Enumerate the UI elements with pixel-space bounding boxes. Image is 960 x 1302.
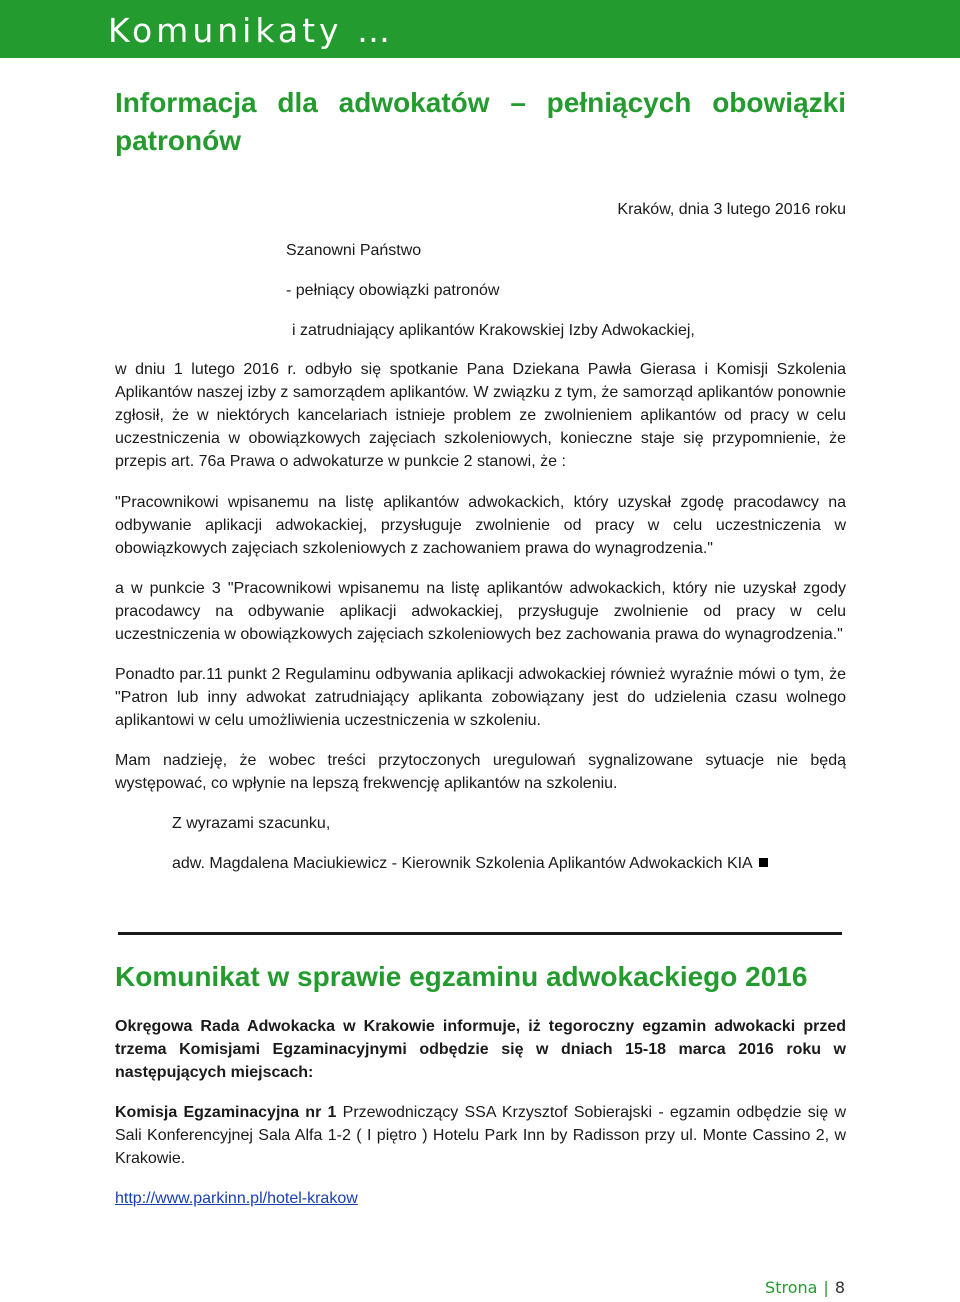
- link-line: [115, 1187, 846, 1210]
- section-divider: [118, 932, 842, 935]
- hotel-link[interactable]: http://www.parkinn.pl/hotel-krakow: [115, 1190, 358, 1207]
- commission-label: Komisja Egzaminacyjna nr 1: [115, 1104, 337, 1121]
- commission-1: [115, 1101, 846, 1170]
- end-square-icon: [759, 858, 768, 867]
- page-number: 8: [834, 1278, 845, 1297]
- quote-point-2: "Pracownikowi wpisanemu na listę aplikantów adwokackich, który uzyskał zgodę pracodawcy na odbywanie aplikacji adwokackiej, przysługuje zwolnienie od pracy w celu uczestniczenia w obowiązkowych zajęciach szkoleniowych z zachowaniem prawa do wynagrodzenia.": [115, 494, 846, 557]
- exam-intro: Okręgowa Rada Adwokacka w Krakowie informuje, iż tegoroczny egzamin adwokacki przed trzema Komisjami Egzaminacyjnymi odbędzie się w dniach 15-18 marca 2016 roku w następujących miejscach:: [115, 1018, 846, 1081]
- greeting: Szanowni Państwo: [286, 242, 422, 259]
- header-banner: [0, 0, 960, 58]
- page-footer: [765, 1278, 845, 1297]
- footer-separator: |: [823, 1278, 829, 1297]
- commission-text: Przewodniczący SSA Krzysztof Sobierajski - egzamin odbędzie się w Sali Konferencyjnej Sala Alfa 1-2 ( I piętro ) Hotelu Park Inn by Radisson przy ul. Monte Cassino 2, w Krakowie.: [115, 1104, 846, 1167]
- signature: adw. Magdalena Maciukiewicz - Kierownik Szkolenia Aplikantów Adwokackich KIA: [172, 855, 753, 872]
- section2-heading: Komunikat w sprawie egzaminu adwokackiego 2016: [115, 961, 808, 992]
- closing: Z wyrazami szacunku,: [172, 815, 331, 832]
- paragraph-regulation: Ponadto par.11 punkt 2 Regulaminu odbywania aplikacji adwokackiej również wyraźnie mówi o tym, że "Patron lub inny adwokat zatrudniający aplikanta zobowiązany jest do udzielenia czasu wolnego aplikantowi w celu umożliwienia uczestniczenia w szkoleniu.: [115, 666, 846, 729]
- greeting-line-3: i zatrudniający aplikantów Krakowskiej Izby Adwokackiej,: [292, 322, 695, 339]
- signature-line: [115, 852, 846, 875]
- section1-heading: Informacja dla adwokatów – pełniących obowiązki patronów: [115, 87, 846, 156]
- greeting-line-2: - pełniący obowiązki patronów: [286, 282, 500, 299]
- banner-title: Komunikaty …: [108, 11, 395, 50]
- footer-label: Strona: [765, 1278, 818, 1297]
- page-content: [115, 84, 846, 875]
- section2: [115, 958, 846, 1210]
- date-line: Kraków, dnia 3 lutego 2016 roku: [617, 201, 846, 218]
- paragraph-meeting: w dniu 1 lutego 2016 r. odbyło się spotkanie Pana Dziekana Pawła Gierasa i Komisji Szkolenia Aplikantów naszej izby z samorządem aplikantów. W związku z tym, że samorząd aplikantów ponownie zgłosił, że w niektórych kancelariach istnieje problem ze zwolnieniem aplikantów od pracy w celu uczestniczenia w obowiązkowych zajęciach szkoleniowych, konieczne staje się przypomnienie, że przepis art. 76a Prawa o adwokaturze w punkcie 2 stanowi, że :: [115, 361, 846, 470]
- quote-point-3: a w punkcie 3 "Pracownikowi wpisanemu na listę aplikantów adwokackich, który nie uzyskał zgody pracodawcy na odbywanie aplikacji adwokackiej, przysługuje zwolnienie od pracy w celu uczestniczenia w obowiązkowych zajęciach szkoleniowych bez zachowania prawa do wynagrodzenia.": [115, 580, 846, 643]
- paragraph-hope: Mam nadzieję, że wobec treści przytoczonych uregulowań sygnalizowane sytuacje nie będą występować, co wpłynie na lepszą frekwencję aplikantów na szkoleniu.: [115, 752, 846, 792]
